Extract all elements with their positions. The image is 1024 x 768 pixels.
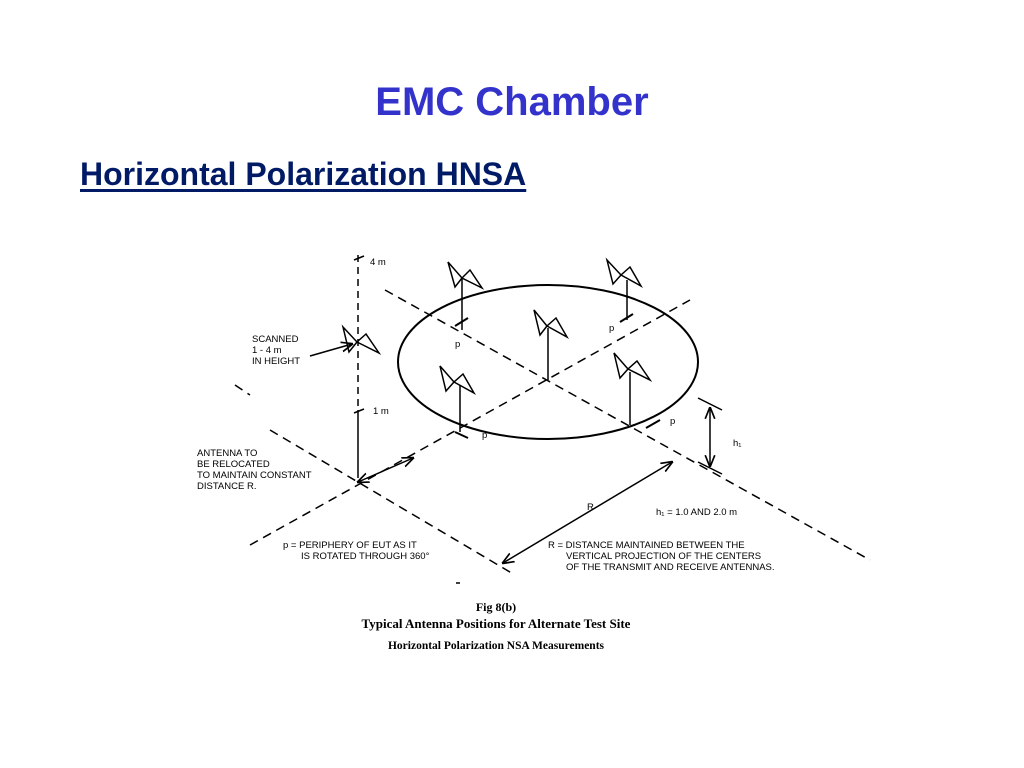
scanned-arrow xyxy=(310,344,352,356)
p-marker-3: p xyxy=(482,430,488,441)
figure-number: Fig 8(b) xyxy=(475,600,517,614)
receive-antenna-mast xyxy=(354,255,364,478)
relocation-arrow xyxy=(358,458,413,482)
center-antenna-icon xyxy=(534,310,567,380)
mast-antenna-icon xyxy=(343,327,379,353)
back-right-antenna-icon xyxy=(607,260,641,320)
h1-dimension xyxy=(698,398,722,474)
relocation-note: ANTENNA TO BE RELOCATED TO MAINTAIN CONSTANT DISTANCE R. xyxy=(197,448,312,492)
p-definition: p = PERIPHERY OF EUT AS IT IS ROTATED THROUGH 360° xyxy=(283,540,430,562)
height-4m-label: 4 m xyxy=(370,257,386,268)
figure-subcaption: Horizontal Polarization NSA Measurements xyxy=(387,640,605,652)
p-marker-4: p xyxy=(670,416,676,427)
height-1m-label: 1 m xyxy=(373,406,389,417)
p-marker-1: p xyxy=(455,339,461,350)
slide-title: EMC Chamber xyxy=(375,80,649,124)
p-marker-2: p xyxy=(609,323,615,334)
dashed-axis-lines xyxy=(235,290,870,575)
front-right-antenna-icon xyxy=(614,353,650,425)
h1-values: h₁ = 1.0 AND 2.0 m xyxy=(656,507,738,518)
front-left-antenna-icon xyxy=(440,366,474,432)
r-label: R xyxy=(587,502,594,513)
scanned-note: SCANNED 1 - 4 m IN HEIGHT xyxy=(252,334,301,367)
r-definition: R = DISTANCE MAINTAINED BETWEEN THE VERTICAL PROJECTION OF THE CENTERS OF THE TRANSMIT AND RECEIVE ANTENNAS. xyxy=(548,540,775,573)
figure-caption: Typical Antenna Positions for Alternate Test Site xyxy=(361,616,631,631)
h1-label: h₁ xyxy=(733,438,742,449)
slide-subtitle: Horizontal Polarization HNSA xyxy=(80,156,527,192)
